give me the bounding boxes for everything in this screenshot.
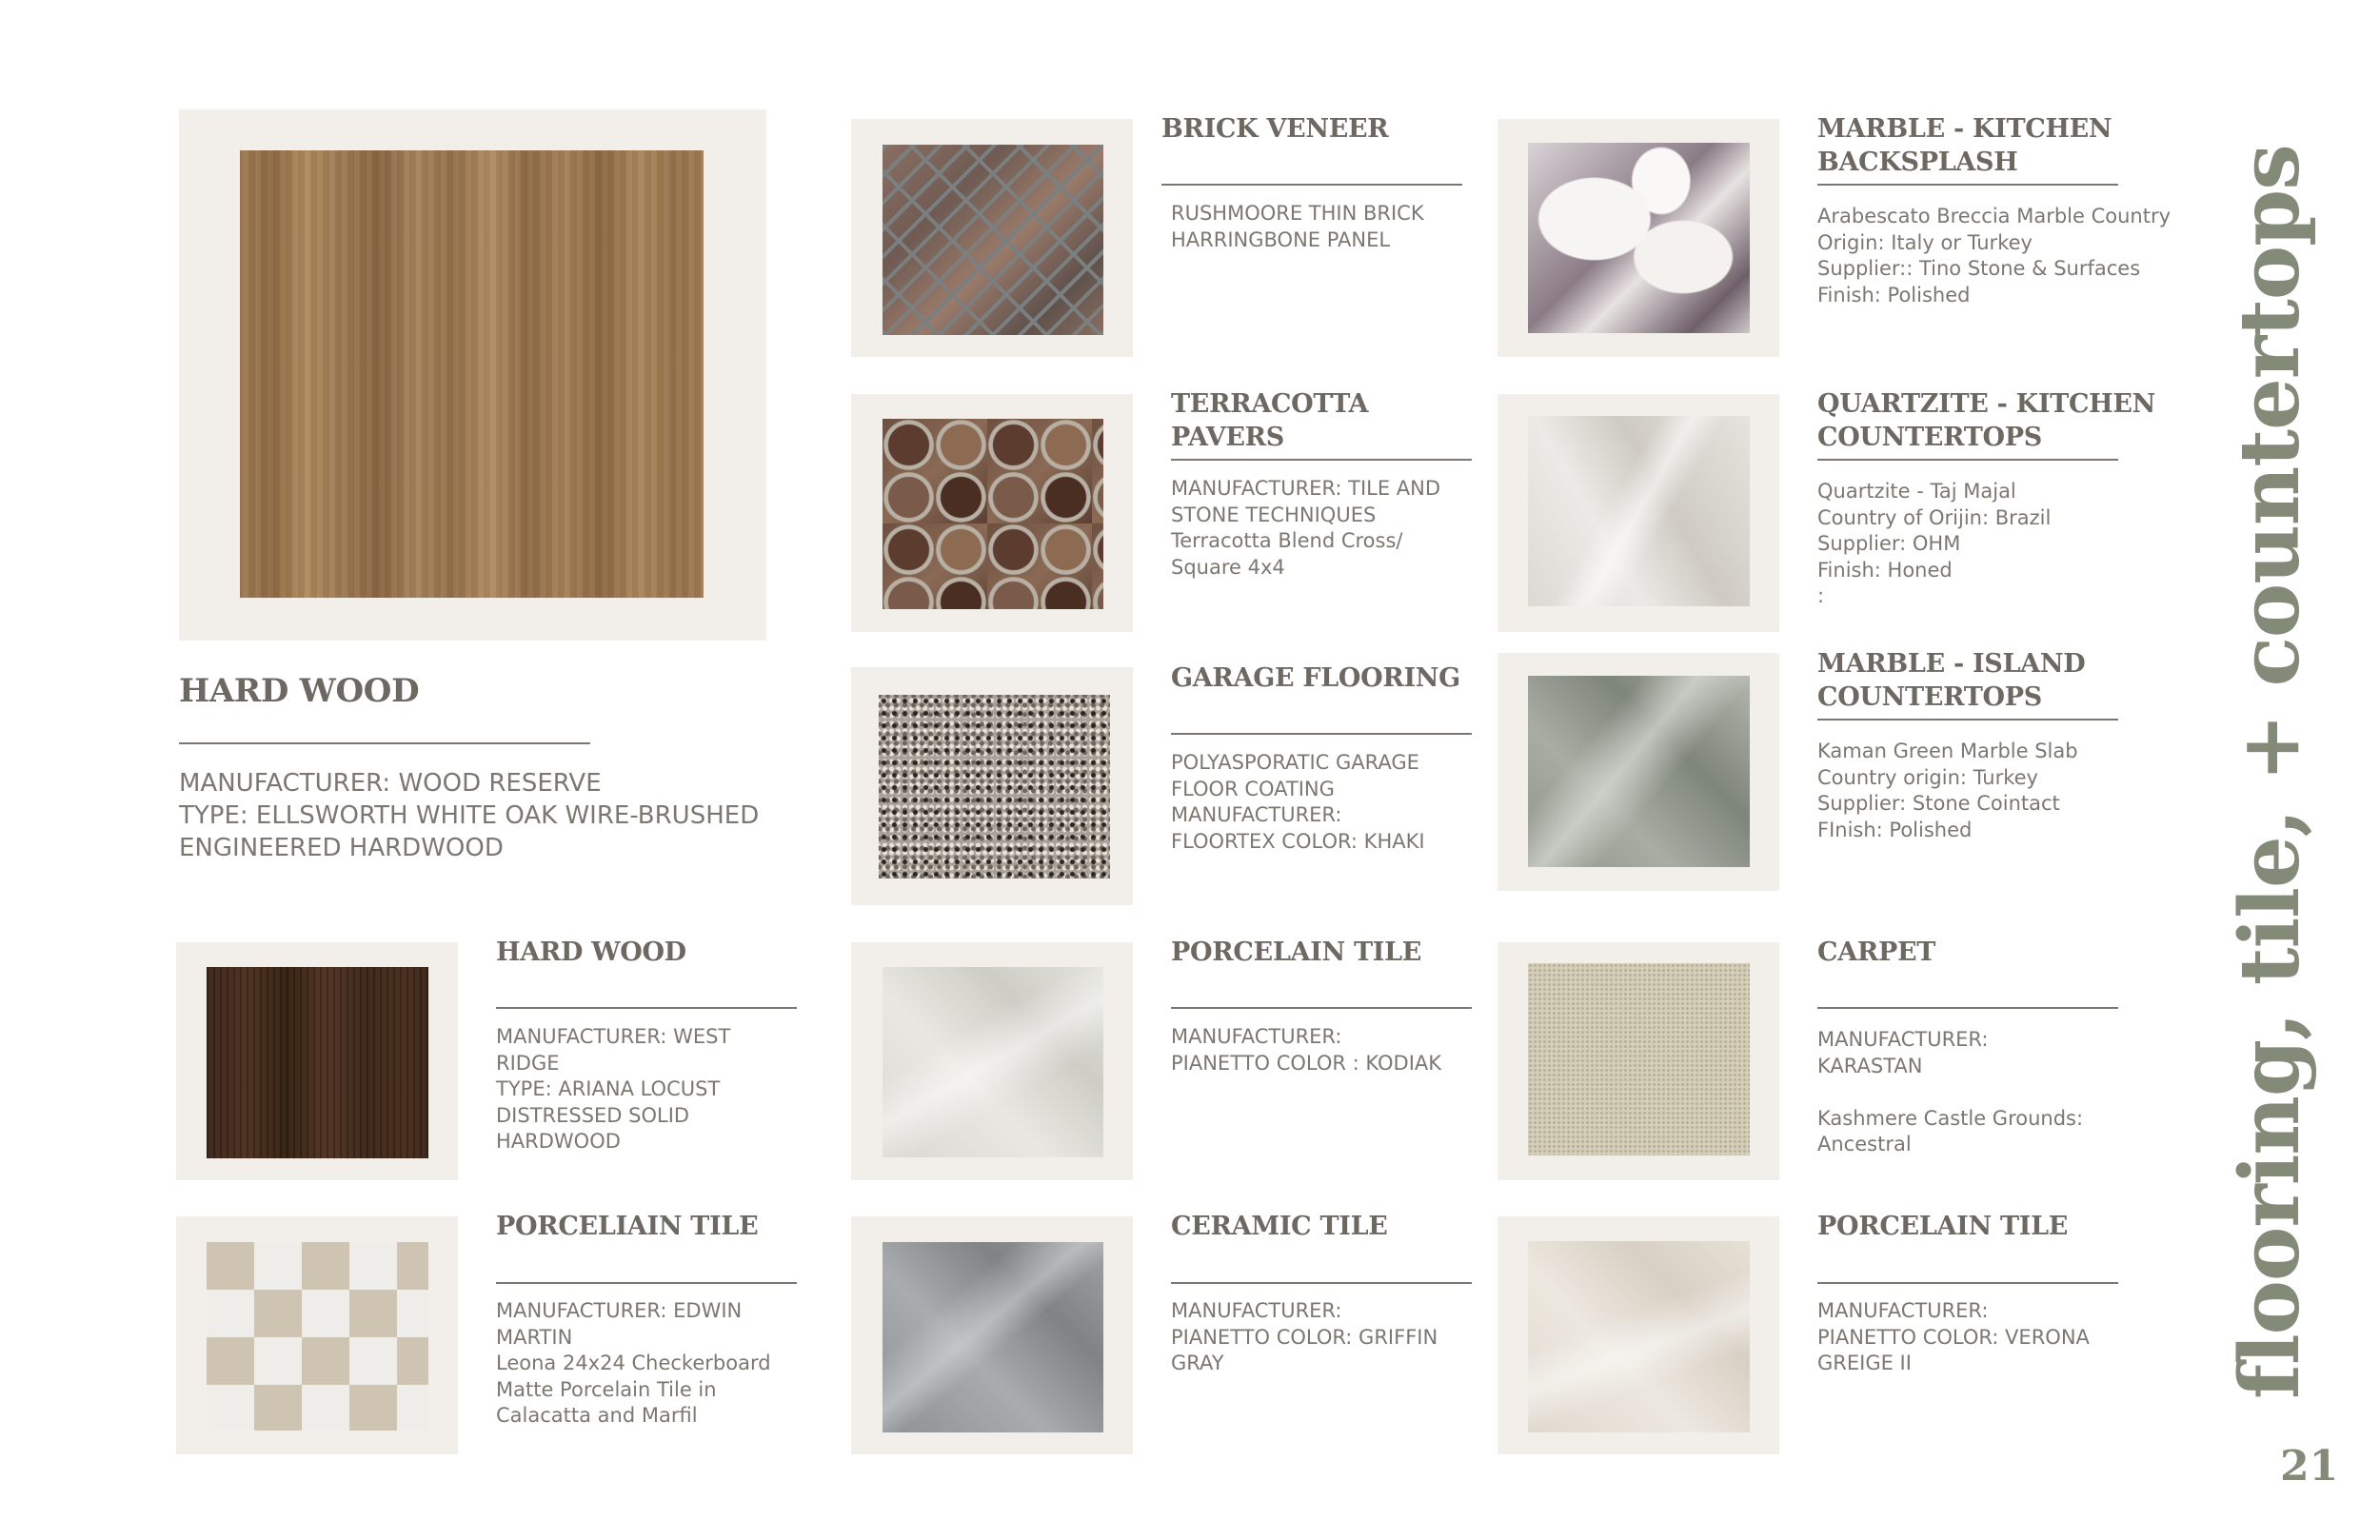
marble-backsplash-swatch xyxy=(1528,143,1750,333)
brick-veneer-desc: RUSHMOORE THIN BRICK HARRINGBONE PANEL xyxy=(1171,202,1424,251)
carpet-desc: MANUFACTURER: KARASTAN Kashmere Castle Grounds: Ancestral xyxy=(1817,1028,2084,1155)
carpet-rule xyxy=(1817,1007,2118,1009)
porcelain-kodiak-rule xyxy=(1171,1007,1472,1009)
porcelain-kodiak-title: PORCELAIN TILE xyxy=(1171,938,1422,967)
terracotta-rule xyxy=(1171,459,1472,461)
marble-backsplash-desc: Arabescato Breccia Marble Country Origin: Italy or Turkey Supplier:: Tino Stone & Surfaces Finish: Polished xyxy=(1817,205,2172,306)
hardwood-main-title: HARD WOOD xyxy=(179,672,420,710)
brick-veneer-swatch xyxy=(883,145,1103,335)
hardwood-main-swatch xyxy=(240,150,704,598)
ceramic-title: CERAMIC TILE xyxy=(1171,1212,1388,1241)
marble-island-title: MARBLE - ISLAND COUNTERTOPS xyxy=(1817,649,2086,712)
hardwood-main-rule xyxy=(179,742,590,744)
garage-rule xyxy=(1171,733,1472,735)
ceramic-rule xyxy=(1171,1282,1472,1284)
marble-backsplash-rule xyxy=(1817,184,2118,186)
terracotta-desc: MANUFACTURER: TILE AND STONE TECHNIQUES Terracotta Blend Cross/ Square 4x4 xyxy=(1171,477,1441,579)
terracotta-title: TERRACOTTA PAVERS xyxy=(1171,389,1369,452)
porcelain-kodiak-swatch xyxy=(883,967,1103,1157)
porcelain-checker-title: PORCELIAIN TILE xyxy=(496,1212,759,1241)
marble-island-rule xyxy=(1817,719,2118,721)
ceramic-swatch xyxy=(883,1242,1103,1432)
quartzite-title: QUARTZITE - KITCHEN COUNTERTOPS xyxy=(1817,389,2156,452)
garage-swatch xyxy=(879,695,1110,879)
brick-veneer-title: BRICK VENEER xyxy=(1161,114,1389,144)
carpet-title: CARPET xyxy=(1817,938,1936,967)
quartzite-rule xyxy=(1817,459,2118,461)
marble-island-desc: Kaman Green Marble Slab Country origin: Turkey Supplier: Stone Cointact FInish: Polished xyxy=(1817,740,2078,841)
hardwood-main-desc: MANUFACTURER: WOOD RESERVE TYPE: ELLSWORTH WHITE OAK WIRE-BRUSHED ENGINEERED HARDWOOD xyxy=(179,769,760,862)
page-number: 21 xyxy=(2280,1442,2339,1491)
porcelain-checker-desc: MANUFACTURER: EDWIN MARTIN Leona 24x24 Checkerboard Matte Porcelain Tile in Calacatta and Marfil xyxy=(496,1299,771,1427)
quartzite-swatch xyxy=(1528,416,1750,606)
marble-backsplash-title: MARBLE - KITCHEN BACKSPLASH xyxy=(1817,114,2112,177)
hardwood-small-swatch xyxy=(207,967,428,1158)
porcelain-kodiak-desc: MANUFACTURER: PIANETTO COLOR : KODIAK xyxy=(1171,1025,1442,1075)
hardwood-small-title: HARD WOOD xyxy=(496,938,686,967)
garage-title: GARAGE FLOORING xyxy=(1171,663,1460,693)
quartzite-desc: Quartzite - Taj Majal Country of Orijin: Brazil Supplier: OHM Finish: Honed : xyxy=(1817,480,2052,607)
hardwood-small-rule xyxy=(496,1007,797,1009)
porcelain-checker-swatch xyxy=(207,1242,428,1431)
brick-veneer-rule xyxy=(1161,184,1462,186)
terracotta-swatch xyxy=(883,419,1103,609)
carpet-swatch xyxy=(1528,963,1750,1155)
section-side-title: flooring, tile, + countertops xyxy=(2222,145,2318,1399)
hardwood-small-desc: MANUFACTURER: WEST RIDGE TYPE: ARIANA LOCUST DISTRESSED SOLID HARDWOOD xyxy=(496,1025,731,1153)
garage-desc: POLYASPORATIC GARAGE FLOOR COATING MANUFACTURER: FLOORTEX COLOR: KHAKI xyxy=(1171,751,1425,853)
porcelain-verona-title: PORCELAIN TILE xyxy=(1817,1212,2069,1241)
marble-island-swatch xyxy=(1528,676,1750,867)
porcelain-verona-rule xyxy=(1817,1282,2118,1284)
porcelain-verona-desc: MANUFACTURER: PIANETTO COLOR: VERONA GREIGE II xyxy=(1817,1299,2090,1374)
porcelain-verona-swatch xyxy=(1528,1241,1750,1432)
porcelain-checker-rule xyxy=(496,1282,797,1284)
ceramic-desc: MANUFACTURER: PIANETTO COLOR: GRIFFIN GRAY xyxy=(1171,1299,1438,1374)
